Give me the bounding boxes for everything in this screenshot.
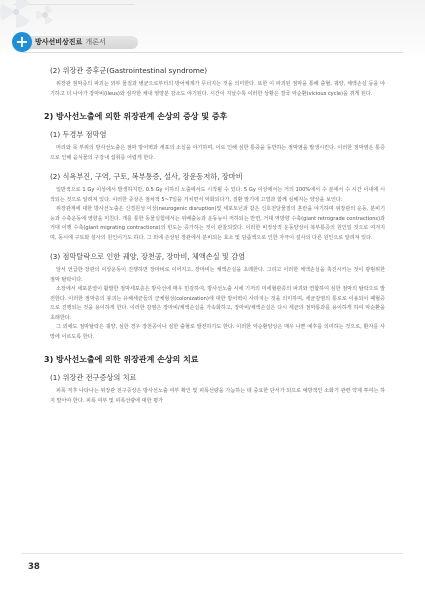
- section-heading: (3) 점막탈락으로 인한 궤양, 장천공, 장마비, 체액손실 및 감염: [50, 252, 246, 261]
- section-heading: (2) 위장관 증후군(Gastrointestinal syndrome): [50, 66, 208, 75]
- chapter-header: [22, 36, 138, 49]
- radiation-symbol-icon: [0, 0, 32, 28]
- plus-icon: +: [12, 32, 32, 52]
- header-background: [0, 0, 425, 58]
- header-divider: [22, 52, 403, 53]
- section-heading: (1) 위장관 전구증상의 치료: [50, 373, 137, 382]
- paragraph: 위장관계에 대한 방사선노출은 신경원성 이상(neurogenic disruption)및 세포토닌과 같은 신호전달물질의 혼란을 야기하며 위장관의 운동, 분비기능과 수축운동에 영향을 미친다. 개를 통한 동물실험에서는 위배출능과 운동능이 저하되는 반면, 거대 역방향 수축(giant retrograde contractions)과 거대 이행 수축(giant migrating contractions)의 빈도는 증가하는 것이 관찰되었다. 이러한 비정상적 운동양상이 복부통증의 원인일 것으로 여겨지며, 동시에 구토와 설사의 원인이기도 하다. 그 외에 손상된 장관에서 분비되는 효소 및 담즙액으로 인한 자극이 설사의 다른 원인으로 알려져 있다.: [50, 206, 385, 241]
- paragraph: 일반적으로 1 Gy 이상에서 발생하지만, 0.5 Gy 이하의 노출에서도 시작될 수 있다. 5 Gy 이상에서는 거의 100%에서 수 분에서 수 시간 이내에 시작되는 것으로 알려져 있다. 이러한 증상은 점차적 5~7일을 거치면서 악화되다가, 질환 말기에 고열과 함께 심해지는 양상을 보인다.: [50, 187, 385, 203]
- chapter-heading: 3) 방사선노출에 의한 위장관계 손상의 치료: [44, 355, 199, 364]
- paragraph: 앞서 언급한 장관의 이상운동이 진행하면 장마비로 이어지고, 장마비는 체액손실을 초래한다. 그리고 이러한 체액손실을 촉진시키는 것이 광범위한 점막 탈락이다.: [50, 267, 385, 283]
- paragraph: 그 외에도 점막탈락은 궤양, 심한 경우 장천공이나 심한 출혈로 발전하기도 한다. 이러한 악순환양상은 매우 나쁜 예후를 의미하는 것으로, 환자를 사망에 이르도록 한다.: [50, 324, 385, 340]
- paragraph: 위장관 점막증의 파괴는 외부 물질과 병균으로부터의 방어체계가 무너지는 것을 의미한다. 또한 이 파괴된 점막을 통해 출혈, 궤양, 체액손실 등을 야기하고 더 나아가 장마비(ileus)와 심각한 체내 영양분 감소도 야기된다. 시간이 지날수록 이러한 상황은 결국 악순환(vicious cycle)을 겪게 된다.: [50, 81, 385, 97]
- header-title: 방사선비상진료: [35, 38, 83, 46]
- footer-divider: [22, 553, 403, 554]
- paragraph: 피폭 직후 나타나는 위장관 전구증상은 방사선노출 여부 확인 및 피폭선량을 가늠하는 데 중요한 단서가 되므로 예방적인 소화기 관련 약제 투여는 하지 말아야 한다. 피폭 여부 및 피폭선량에 대한 평가: [50, 388, 385, 404]
- paragraph: 소장에서 세포분열이 활발한 점막세포층은 방사선에 매우 민감하여, 방사선노출 시에 기저의 미세혈관층의 파괴와 연합하여 심한 점막의 탈락으로 발전한다. 이러한 점막층의 붕괴는 유해세균들의 군체형성(colonization)에 대한 방어벽이 사라지는 것을 의미하며, 세균감염의 통로로 이용되어 패혈증으로 진행되는 것을 용이하게 한다. 이러한 감염은 장마비/체액손실을 가속화하고, 장마비/체액손실은 다시 세균의 점막통과를 용이하게 하여 악순환을 초래한다.: [50, 286, 385, 321]
- page-number: 38: [28, 562, 40, 572]
- chapter-heading: 2) 방사선노출에 의한 위장관계 손상의 증상 및 증후: [44, 112, 228, 121]
- radiation-symbol-icon: [36, 6, 54, 24]
- header-subtitle: 개론서: [85, 38, 106, 46]
- section-heading: (1) 두경부 점막염: [50, 130, 107, 139]
- section-heading: (2) 식욕부진, 구역, 구토, 복부통증, 설사, 장운동저하, 장마비: [50, 172, 243, 181]
- page-content: [44, 66, 385, 406]
- paragraph: 머리와 목 부위의 방사선노출은 점막 방어벽과 세포의 소실을 야기하며, 이로 인해 심한 통증을 동반하는 점막염을 발생시킨다. 이러한 점막염은 통증으로 인해 음식물의 구강내 섭취를 어렵게 한다.: [50, 145, 385, 161]
